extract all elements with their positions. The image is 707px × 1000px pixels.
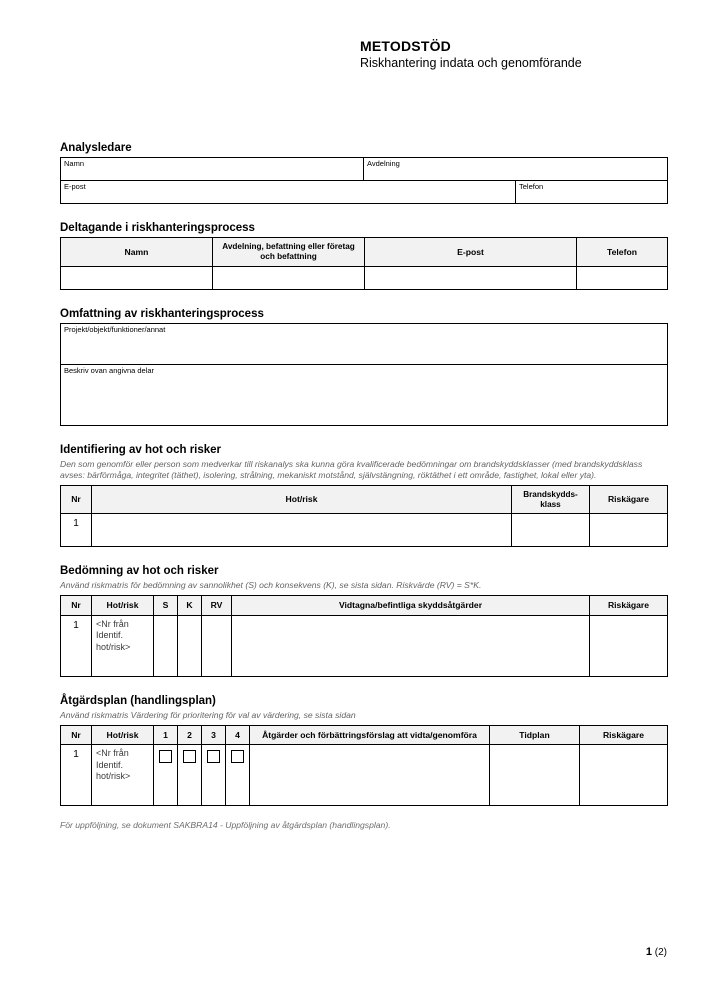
table-header-row [61,485,668,514]
column-header-nr: Nr [61,725,92,744]
column-header-nr: Nr [61,485,92,514]
cell-nr: 1 [61,615,92,676]
table-row [61,615,668,676]
cell-riskagare[interactable] [580,745,668,806]
column-header-namn: Namn [61,238,213,267]
section-identifiering [60,444,667,548]
cell-hotrisk[interactable] [92,615,154,676]
section-note-atgardsplan: Använd riskmatris Värdering för prioritering för val av värdering, se sista sidan [60,709,356,720]
section-atgardsplan [60,695,667,806]
field-epost[interactable] [61,181,516,204]
table-row [61,158,668,181]
column-header-prio-3: 3 [202,725,226,744]
cell-k[interactable] [178,615,202,676]
column-header-riskagare: Riskägare [590,485,668,514]
section-title-analysledare: Analysledare [60,142,132,154]
cell-nr: 1 [61,514,92,547]
column-header-avdelning: Avdelning, befattning eller företag och befattning [213,238,365,267]
field-label-avdelning: Avdelning [367,159,400,168]
document-title: METODSTÖD [360,38,451,54]
column-header-prio-4: 4 [226,725,250,744]
column-header-riskagare: Riskägare [580,725,668,744]
page-number-current: 1 [645,946,652,958]
cell-s[interactable] [154,615,178,676]
field-label-projekt: Projekt/objekt/funktioner/annat [64,324,166,334]
column-header-hotrisk: Hot/risk [92,725,154,744]
column-header-prio-1: 1 [154,725,178,744]
table-identifiering [60,485,668,548]
column-header-rv: RV [202,596,232,615]
checkbox-prio-4[interactable] [231,750,244,763]
table-deltagande [60,237,668,290]
column-header-hotrisk: Hot/risk [92,485,512,514]
field-namn[interactable] [61,158,364,181]
cell-riskagare[interactable] [590,615,668,676]
cell-rv[interactable] [202,615,232,676]
field-projekt[interactable] [61,323,668,364]
column-header-atgarder: Åtgärder och förbättringsförslag att vidta/genomföra [250,725,490,744]
section-omfattning [60,308,667,426]
section-title-identifiering: Identifiering av hot och risker [60,443,222,456]
section-note-identifiering: Den som genomför eller person som medverkar till riskanalys ska kunna göra kvalificerade bedömningar om brandskyddsklasser (med brandskyddsklass avses: bärförmåga, integritet (täthet), isolering, strålning, mekaniskt motstånd, självstängning, röktäthet i ett område, fastighet, lokal eller yta). [60,458,643,480]
table-row [61,323,668,364]
field-telefon[interactable] [516,181,668,204]
cell-namn[interactable] [61,266,213,289]
column-header-epost: E-post [365,238,577,267]
field-label-telefon: Telefon [519,182,544,191]
table-row [61,745,668,806]
checkbox-prio-2[interactable] [183,750,196,763]
section-deltagande [60,222,667,290]
cell-skyddsatgarder[interactable] [232,615,590,676]
column-header-brandskyddsklass: Brandskydds-klass [512,485,590,514]
cell-avdelning[interactable] [213,266,365,289]
document-header [360,38,667,70]
cell-prio-3[interactable] [202,745,226,806]
cell-hotrisk-placeholder: <Nr från Identif. hot/risk> [96,748,131,782]
field-beskriv[interactable] [61,364,668,425]
document-subtitle: Riskhantering indata och genomförande [360,56,582,70]
cell-epost[interactable] [365,266,577,289]
section-title-bedomning: Bedömning av hot och risker [60,565,219,578]
table-header-row [61,725,668,744]
page-content [60,38,667,830]
section-note-bedomning: Använd riskmatris för bedömning av sannolikhet (S) och konsekvens (K), se sista sidan. Riskvärde (RV) = S*K. [60,580,482,591]
checkbox-prio-1[interactable] [159,750,172,763]
table-header-row [61,238,668,267]
field-label-namn: Namn [64,159,85,168]
cell-hotrisk[interactable] [92,514,512,547]
column-header-skyddsatgarder: Vidtagna/befintliga skyddsåtgärder [232,596,590,615]
page-number [646,946,667,958]
cell-prio-4[interactable] [226,745,250,806]
cell-hotrisk-placeholder: <Nr från Identif. hot/risk> [96,618,131,653]
field-avdelning[interactable] [364,158,668,181]
field-label-beskriv: Beskriv ovan angivna delar [64,365,155,375]
column-header-nr: Nr [61,596,92,615]
footer-note: För uppföljning, se dokument SAKBRA14 - Uppföljning av åtgärdsplan (handlingsplan). [60,820,391,830]
column-header-hotrisk: Hot/risk [92,596,154,615]
section-analysledare [60,142,667,204]
cell-prio-2[interactable] [178,745,202,806]
table-analysledare [60,157,668,204]
column-header-s: S [154,596,178,615]
table-row [61,364,668,425]
table-atgardsplan [60,725,668,806]
checkbox-prio-3[interactable] [207,750,220,763]
section-title-deltagande: Deltagande i riskhanteringsprocess [60,222,255,234]
column-header-k: K [178,596,202,615]
table-omfattning [60,323,668,426]
cell-nr: 1 [61,745,92,806]
section-bedomning [60,565,667,676]
cell-hotrisk[interactable] [92,745,154,806]
table-bedomning [60,595,668,676]
column-header-tidplan: Tidplan [490,725,580,744]
column-header-prio-2: 2 [178,725,202,744]
column-header-telefon: Telefon [577,238,668,267]
table-header-row [61,596,668,615]
page-number-total: (2) [654,947,667,958]
table-row [61,266,668,289]
cell-prio-1[interactable] [154,745,178,806]
cell-brandskyddsklass[interactable] [512,514,590,547]
column-header-riskagare: Riskägare [590,596,668,615]
field-label-epost: E-post [64,182,86,191]
cell-riskagare[interactable] [590,514,668,547]
table-row [61,181,668,204]
table-row [61,514,668,547]
section-title-atgardsplan: Åtgärdsplan (handlingsplan) [60,694,216,707]
cell-tidplan[interactable] [490,745,580,806]
section-title-omfattning: Omfattning av riskhanteringsprocess [60,307,264,320]
cell-atgarder[interactable] [250,745,490,806]
cell-telefon[interactable] [577,266,668,289]
